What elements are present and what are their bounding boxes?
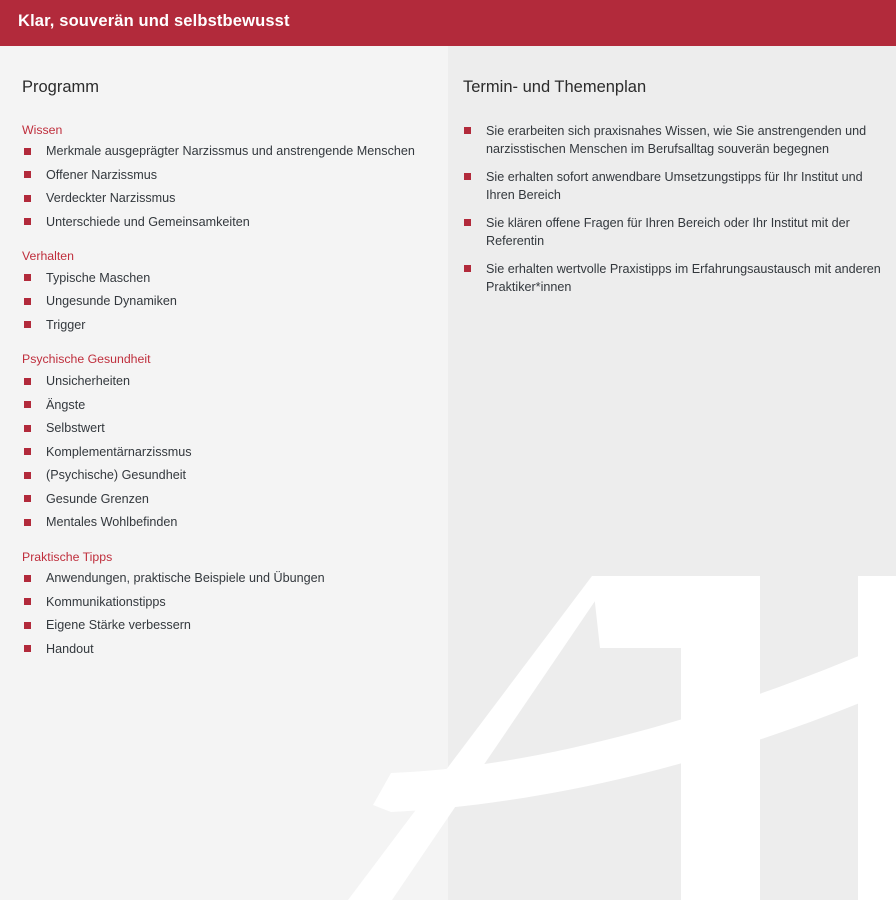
list-item-label: Unsicherheiten — [46, 374, 131, 389]
program-section-title: Psychische Gesundheit — [22, 352, 151, 367]
program-section-list — [22, 142, 426, 231]
list-item-label: Mentales Wohlbefinden — [46, 515, 178, 530]
program-section — [22, 122, 426, 232]
program-section-list — [22, 372, 426, 532]
square-bullet-icon — [464, 265, 471, 272]
square-bullet-icon — [24, 218, 31, 225]
list-item — [22, 292, 426, 311]
list-item-label: Handout — [46, 641, 94, 656]
square-bullet-icon — [24, 645, 31, 652]
list-item — [22, 316, 426, 335]
square-bullet-icon — [24, 519, 31, 526]
header-bar — [0, 0, 896, 46]
list-item — [22, 443, 426, 462]
program-section-list — [22, 269, 426, 335]
list-item-label: Ängste — [46, 397, 86, 412]
list-item-label: Selbstwert — [46, 421, 105, 436]
list-item — [22, 396, 426, 415]
schedule-heading: Termin- und Themenplan — [463, 78, 647, 96]
square-bullet-icon — [24, 298, 31, 305]
schedule-column — [463, 78, 881, 306]
list-item — [463, 214, 881, 251]
square-bullet-icon — [464, 127, 471, 134]
program-section — [22, 248, 426, 334]
list-item-label: Ungesunde Dynamiken — [46, 294, 177, 309]
list-item — [22, 372, 426, 391]
list-item-label: (Psychische) Gesundheit — [46, 468, 186, 483]
list-item — [22, 166, 426, 185]
square-bullet-icon — [24, 598, 31, 605]
list-item — [22, 569, 426, 588]
program-section-title: Wissen — [22, 122, 63, 137]
square-bullet-icon — [24, 148, 31, 155]
square-bullet-icon — [24, 448, 31, 455]
list-item-label: Trigger — [46, 317, 86, 332]
list-item-label: Sie erhalten wertvolle Praxistipps im Erfahrungsaustausch mit anderen Praktiker*innen — [486, 261, 881, 295]
list-item-label: Unterschiede und Gemeinsamkeiten — [46, 214, 250, 229]
program-section-list — [22, 569, 426, 658]
square-bullet-icon — [24, 321, 31, 328]
square-bullet-icon — [24, 171, 31, 178]
list-item — [22, 490, 426, 509]
square-bullet-icon — [464, 173, 471, 180]
list-item — [463, 168, 881, 205]
square-bullet-icon — [24, 274, 31, 281]
square-bullet-icon — [24, 195, 31, 202]
square-bullet-icon — [24, 622, 31, 629]
list-item-label: Kommunikationstipps — [46, 594, 166, 609]
program-section — [22, 351, 426, 531]
program-column — [22, 78, 426, 658]
list-item-label: Eigene Stärke verbessern — [46, 618, 191, 633]
square-bullet-icon — [24, 401, 31, 408]
page-title: Klar, souverän und selbstbewusst — [18, 12, 290, 30]
list-item-label: Merkmale ausgeprägter Narzissmus und anstrengende Menschen — [46, 144, 415, 159]
schedule-list — [463, 122, 881, 297]
list-item-label: Sie erarbeiten sich praxisnahes Wissen, wie Sie anstrengenden und narzisstischen Menschen im Berufsalltag souverän begegnen — [486, 123, 867, 157]
program-section-title: Praktische Tipps — [22, 549, 113, 564]
square-bullet-icon — [24, 495, 31, 502]
program-section-title: Verhalten — [22, 249, 74, 264]
list-item — [22, 142, 426, 161]
square-bullet-icon — [24, 472, 31, 479]
list-item-label: Verdeckter Narzissmus — [46, 191, 176, 206]
list-item-label: Anwendungen, praktische Beispiele und Übungen — [46, 571, 325, 586]
list-item — [22, 419, 426, 438]
program-section — [22, 549, 426, 659]
list-item — [22, 593, 426, 612]
list-item — [22, 213, 426, 232]
square-bullet-icon — [24, 575, 31, 582]
list-item-label: Komplementärnarzissmus — [46, 444, 192, 459]
list-item — [22, 269, 426, 288]
list-item — [22, 189, 426, 208]
list-item-label: Offener Narzissmus — [46, 167, 158, 182]
list-item — [22, 616, 426, 635]
list-item — [22, 640, 426, 659]
list-item-label: Sie erhalten sofort anwendbare Umsetzungstipps für Ihr Institut und Ihren Bereich — [486, 169, 863, 203]
list-item — [463, 122, 881, 159]
list-item-label: Typische Maschen — [46, 270, 151, 285]
list-item — [22, 513, 426, 532]
list-item-label: Gesunde Grenzen — [46, 491, 149, 506]
list-item — [22, 466, 426, 485]
square-bullet-icon — [24, 425, 31, 432]
list-item — [463, 260, 881, 297]
program-heading: Programm — [22, 78, 100, 96]
list-item-label: Sie klären offene Fragen für Ihren Bereich oder Ihr Institut mit der Referentin — [486, 215, 850, 249]
square-bullet-icon — [24, 378, 31, 385]
program-sections — [22, 122, 426, 658]
square-bullet-icon — [464, 219, 471, 226]
